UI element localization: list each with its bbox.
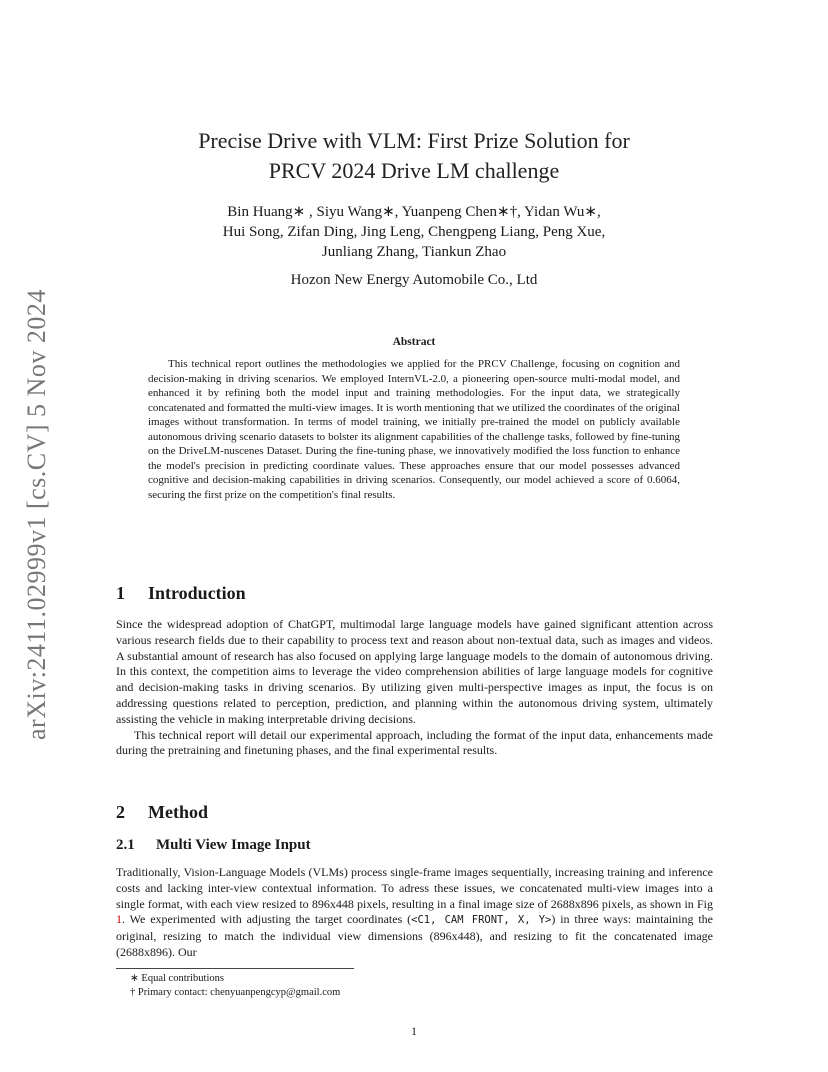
subsection-heading-multi-view [116, 837, 311, 854]
paper-title [0, 126, 828, 186]
title-line-1: Precise Drive with VLM: First Prize Solution for [198, 128, 630, 153]
multi-view-body [116, 865, 713, 961]
section-number: 2 [116, 802, 125, 822]
affiliation: Hozon New Energy Automobile Co., Ltd [290, 272, 538, 288]
footnote-primary-contact: † Primary contact: chenyuanpengcyp@gmail.com [130, 987, 341, 998]
section-number: 1 [116, 583, 125, 603]
authors-line-2: Hui Song, Zifan Ding, Jing Leng, Chengpeng Liang, Peng Xue, [222, 224, 606, 240]
section-heading-introduction [116, 583, 246, 604]
multi-view-paragraph [116, 865, 713, 961]
section-heading-method [116, 802, 208, 823]
subsection-title: Multi View Image Input [156, 837, 311, 853]
introduction-body [116, 617, 713, 759]
multi-view-text-part-2: . We experimented with adjusting the target coordinates ( [122, 912, 412, 927]
footnotes [130, 972, 340, 1000]
multi-view-text-part-1: Traditionally, Vision-Language Models (VLMs) process single-frame images sequentially, increasing training and inference costs and lacking inter-view contextual information. To adress these issues, we concatenated multi-view images into a single format, with each view resized to 896x448 pixels, resulting in a final image size of 2688x896 pixels, as shown in Fig [116, 865, 713, 911]
footnote-equal-contributions: ∗ Equal contributions [130, 973, 224, 984]
page-number: 1 [411, 1024, 417, 1038]
subsection-number: 2.1 [116, 837, 135, 853]
arxiv-identifier: arXiv:2411.02999v1 [cs.CV] 5 Nov 2024 [22, 289, 51, 740]
author-list [0, 202, 828, 262]
multi-view-text-part-3: ) in three ways: maintaining the original, resizing to match the individual view dimensions (896x448), and resizing to fit the concatenated image (2688x896). Our [116, 912, 713, 959]
authors-line-1: Bin Huang∗ , Siyu Wang∗, Yuanpeng Chen∗†, Yidan Wu∗, [227, 204, 601, 220]
section-title: Method [148, 802, 208, 822]
abstract-text: This technical report outlines the methodologies we applied for the PRCV Challenge, focusing on cognition and decision-making in driving scenarios. We employed InternVL-2.0, a pioneering open-source multi-modal model, and enhanced it by refining both the model input and training methodologies. For the input data, we strategically concatenated and formatted the multi-view images. It is worth mentioning that we utilized the coordinates of the original images without transformation. In terms of model training, we initially pre-trained the model on publicly available autonomous driving scenario datasets to bolster its alignment capabilities of the challenge tasks, followed by fine-tuning on the DriveLM-nuscenes Dataset. During the fine-tuning phase, we innovatively modified the loss function to enhance the model's precision in predicting coordinate values. These approaches ensure that our model possesses advanced cognitive and decision-making capabilities in driving scenarios. Consequently, our model achieved a score of 0.6064, securing the first prize on the competition's final results. [148, 358, 680, 501]
coordinate-code: <C1, CAM FRONT, X, Y> [411, 914, 552, 927]
authors-line-3: Junliang Zhang, Tiankun Zhao [321, 244, 507, 260]
title-line-2: PRCV 2024 Drive LM challenge [268, 158, 560, 183]
footnote-divider [116, 968, 354, 969]
introduction-paragraph-1: Since the widespread adoption of ChatGPT, multimodal large language models have gained significant attention across various research fields due to their capability to process text and reason about non-textual data, such as images and videos. A substantial amount of research has also focused on applying large language models to the domain of autonomous driving. In this context, the competition aims to leverage the video comprehension abilities of large language models for cognitive and decision-making tasks in driving scenarios. By utilizing given multi-perspective images as input, the focus is on addressing questions related to perception, prediction, and planning within the autonomous driving system, ultimately assisting the vehicle in making interpretable driving decisions. [116, 617, 713, 726]
figure-reference-link[interactable]: 1 [116, 912, 122, 927]
abstract-heading: Abstract [392, 336, 436, 348]
introduction-paragraph-2: This technical report will detail our experimental approach, including the format of the input data, enhancements made during the pretraining and finetuning phases, and the final experimental results. [116, 727, 713, 758]
section-title: Introduction [148, 583, 246, 603]
